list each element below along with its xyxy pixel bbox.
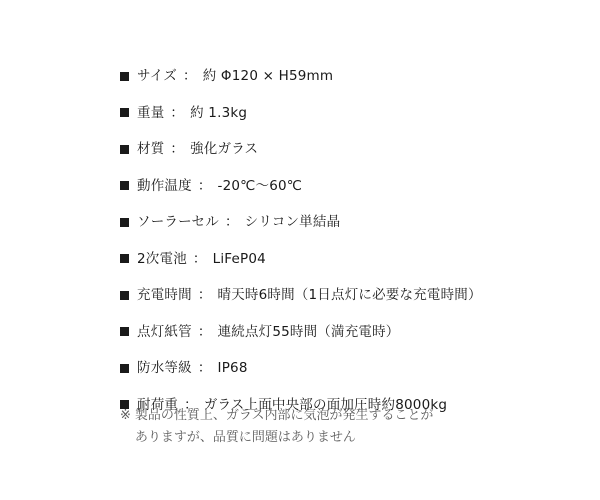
- spec-label: 動作温度: [137, 177, 192, 194]
- spec-value: 強化ガラス: [190, 141, 259, 158]
- spec-label: 耐荷重: [137, 396, 179, 413]
- spec-label: 点灯紙管: [137, 323, 192, 340]
- spec-label: 防水等級: [137, 360, 192, 377]
- spec-value: 約 Φ120 × H59mm: [202, 68, 334, 85]
- spec-label: 材質: [137, 141, 165, 158]
- spec-separator: ：: [197, 323, 212, 340]
- disclaimer-note: [120, 405, 590, 449]
- square-bullet-icon: [120, 364, 129, 373]
- spec-separator: ：: [192, 250, 207, 267]
- spec-value: IP68: [217, 360, 248, 377]
- spec-label: 重量: [137, 104, 165, 121]
- spec-value: 約 1.3kg: [190, 104, 248, 121]
- spec-item-size: [120, 58, 580, 95]
- spec-separator: ：: [170, 141, 185, 158]
- square-bullet-icon: [120, 72, 129, 81]
- spec-label: ソーラーセル: [137, 214, 219, 231]
- square-bullet-icon: [120, 145, 129, 154]
- spec-item-secondary-battery: [120, 241, 580, 278]
- spec-label: 2次電池: [137, 250, 187, 267]
- spec-value: 晴天時6時間（1日点灯に必要な充電時間）: [217, 287, 482, 304]
- square-bullet-icon: [120, 181, 129, 190]
- spec-separator: ：: [197, 360, 212, 377]
- spec-value: LiFeP04: [212, 250, 266, 267]
- square-bullet-icon: [120, 254, 129, 263]
- spec-value: シリコン単結晶: [244, 214, 341, 231]
- spec-item-lighting-duration: [120, 314, 580, 351]
- note-mark: ※: [120, 408, 131, 423]
- square-bullet-icon: [120, 291, 129, 300]
- spec-item-waterproof-rating: [120, 350, 580, 387]
- note-text: [135, 405, 434, 449]
- spec-list: [120, 58, 580, 423]
- spec-item-material: [120, 131, 580, 168]
- spec-item-operating-temperature: [120, 168, 580, 205]
- spec-separator: ：: [197, 177, 212, 194]
- spec-value: -20℃〜60℃: [217, 177, 303, 194]
- spec-separator: ：: [170, 104, 185, 121]
- square-bullet-icon: [120, 108, 129, 117]
- spec-separator: ：: [184, 396, 198, 413]
- spec-item-charge-time: [120, 277, 580, 314]
- spec-label: 充電時間: [137, 287, 192, 304]
- spec-separator: ：: [197, 287, 212, 304]
- spec-value: 連続点灯55時間（満充電時）: [217, 323, 400, 340]
- square-bullet-icon: [120, 327, 129, 336]
- note-line: ありますが、品質に問題はありません: [134, 430, 356, 445]
- spec-label: サイズ: [137, 68, 178, 85]
- spec-separator: ：: [224, 214, 239, 231]
- spec-item-solar-cell: [120, 204, 580, 241]
- square-bullet-icon: [120, 218, 129, 227]
- note-line: 製品の性質上、ガラス内部に気泡が発生することが: [134, 408, 434, 423]
- spec-value: ガラス上面中央部の面加圧時約8000kg: [203, 396, 448, 413]
- spec-separator: ：: [183, 68, 197, 85]
- spec-item-weight: [120, 95, 580, 132]
